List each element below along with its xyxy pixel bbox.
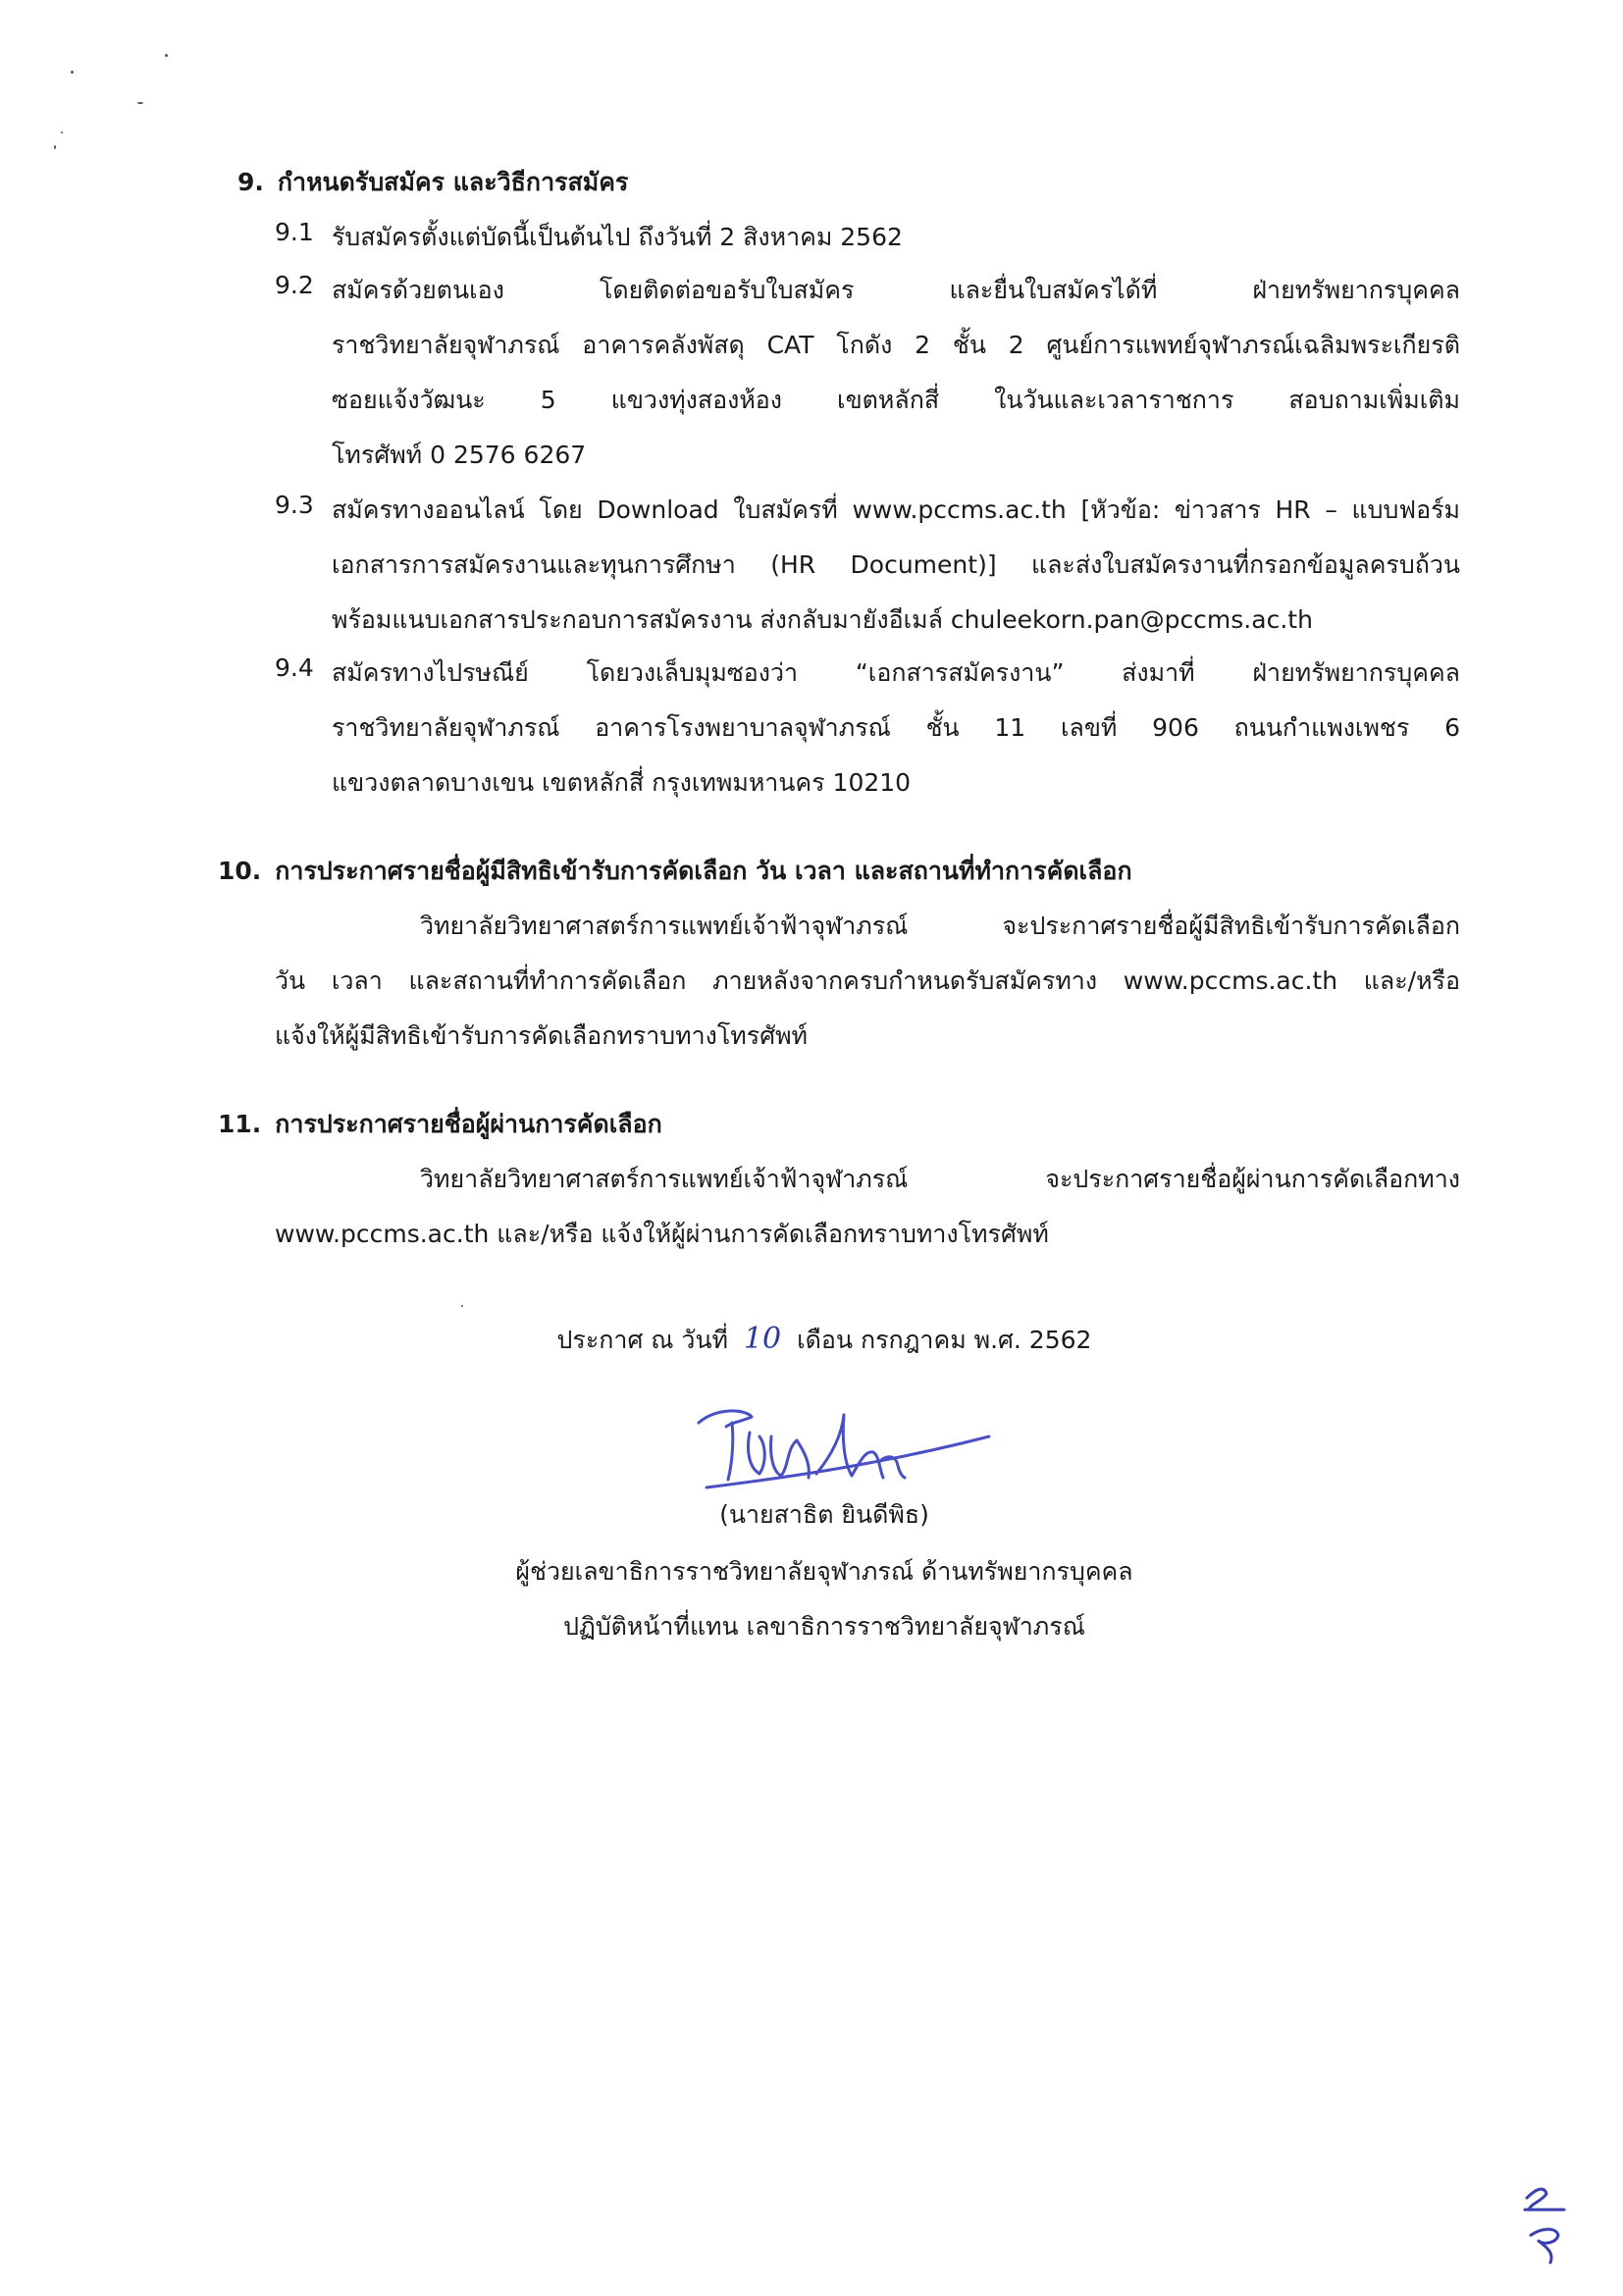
section-10-number: 10. xyxy=(218,857,262,885)
announcement-date xyxy=(550,1321,1099,1360)
item-9-3-number: 9.3 xyxy=(275,491,314,519)
section-11-line: www.pccms.ac.th และ/หรือ แจ้งให้ผู้ผ่านการคัดเลือกทราบทางโทรศัพท์ xyxy=(275,1220,1049,1248)
section-11-number: 11. xyxy=(218,1110,262,1138)
section-10-line: วิทยาลัยวิทยาศาสตร์การแพทย์เจ้าฟ้าจุฬาภรณ์ จะประกาศรายชื่อผู้มีสิทธิเข้ารับการคัดเลือก xyxy=(420,912,1460,940)
announcement-day: 10 xyxy=(743,1322,782,1356)
item-9-2-line: ราชวิทยาลัยจุฬาภรณ์ อาคารคลังพัสดุ CAT โกดัง 2 ชั้น 2 ศูนย์การแพทย์จุฬาภรณ์เฉลิมพระเกียรติ xyxy=(332,331,1460,359)
signatory-name: (นายสาธิต ยินดีพิธ) xyxy=(719,1500,929,1529)
item-9-4-line: ราชวิทยาลัยจุฬาภรณ์ อาคารโรงพยาบาลจุฬาภรณ์ ชั้น 11 เลขที่ 906 ถนนกำแพงเพชร 6 xyxy=(332,713,1460,742)
item-9-2-line: ซอยแจ้งวัฒนะ 5 แขวงทุ่งสองห้อง เขตหลักสี่ ในวันและเวลาราชการ สอบถามเพิ่มเติม xyxy=(332,386,1460,414)
item-9-2-line: โทรศัพท์ 0 2576 6267 xyxy=(332,441,587,469)
item-9-3-line: เอกสารการสมัครงานและทุนการศึกษา (HR Document)] และส่งใบสมัครงานที่กรอกข้อมูลครบถ้วน xyxy=(332,550,1460,579)
scan-speck xyxy=(461,1305,463,1307)
item-9-4-line: สมัครทางไปรษณีย์ โดยวงเล็บมุมซองว่า “เอกสารสมัครงาน” ส่งมาที่ ฝ่ายทรัพยากรบุคคล xyxy=(332,658,1460,687)
item-9-1-line: รับสมัครตั้งแต่บัดนี้เป็นต้นไป ถึงวันที่ 2 สิงหาคม 2562 xyxy=(332,223,903,251)
item-9-1-number: 9.1 xyxy=(275,218,314,246)
item-9-4-number: 9.4 xyxy=(275,653,314,682)
scan-speck xyxy=(54,145,56,149)
section-9-heading xyxy=(237,163,628,202)
announcement-suffix: เดือน กรกฎาคม พ.ศ. 2562 xyxy=(797,1326,1092,1354)
section-11-title: การประกาศรายชื่อผู้ผ่านการคัดเลือก xyxy=(275,1110,662,1138)
section-9-title: กำหนดรับสมัคร และวิธีการสมัคร xyxy=(277,168,629,196)
section-10-line: วัน เวลา และสถานที่ทำการคัดเลือก ภายหลังจากครบกำหนดรับสมัครทาง www.pccms.ac.th และ/หรือ xyxy=(275,966,1460,995)
item-9-2-line: สมัครด้วยตนเอง โดยติดต่อขอรับใบสมัคร และยื่นใบสมัครได้ที่ ฝ่ายทรัพยากรบุคคล xyxy=(332,276,1460,304)
signatory-position-2: ปฏิบัติหน้าที่แทน เลขาธิการราชวิทยาลัยจุฬาภรณ์ xyxy=(563,1612,1085,1641)
initials-mark xyxy=(1517,2180,1586,2269)
scan-speck xyxy=(165,54,168,57)
section-9-number: 9. xyxy=(237,168,264,196)
item-9-2-number: 9.2 xyxy=(275,271,314,299)
signatory-position-1: ผู้ช่วยเลขาธิการราชวิทยาลัยจุฬาภรณ์ ด้านทรัพยากรบุคคล xyxy=(515,1557,1133,1586)
scan-speck xyxy=(71,71,74,74)
signature-image xyxy=(687,1393,1001,1501)
item-9-4-line: แขวงตลาดบางเขน เขตหลักสี่ กรุงเทพมหานคร 10210 xyxy=(332,768,912,797)
section-10-title: การประกาศรายชื่อผู้มีสิทธิเข้ารับการคัดเลือก วัน เวลา และสถานที่ทำการคัดเลือก xyxy=(275,857,1132,885)
announcement-prefix: ประกาศ ณ วันที่ xyxy=(556,1326,729,1354)
section-11-line: วิทยาลัยวิทยาศาสตร์การแพทย์เจ้าฟ้าจุฬาภรณ์ จะประกาศรายชื่อผู้ผ่านการคัดเลือกทาง xyxy=(420,1165,1460,1193)
item-9-3-line: พร้อมแนบเอกสารประกอบการสมัครงาน ส่งกลับมายังอีเมล์ chuleekorn.pan@pccms.ac.th xyxy=(332,605,1313,634)
section-11-heading xyxy=(218,1105,662,1144)
scan-speck xyxy=(61,131,63,133)
section-10-line: แจ้งให้ผู้มีสิทธิเข้ารับการคัดเลือกทราบทางโทรศัพท์ xyxy=(275,1021,809,1050)
item-9-3-line: สมัครทางออนไลน์ โดย Download ใบสมัครที่ www.pccms.ac.th [หัวข้อ: ข่าวสาร HR – แบบฟอร์ม xyxy=(332,496,1460,524)
scan-speck xyxy=(137,102,143,104)
section-10-heading xyxy=(218,852,1132,891)
